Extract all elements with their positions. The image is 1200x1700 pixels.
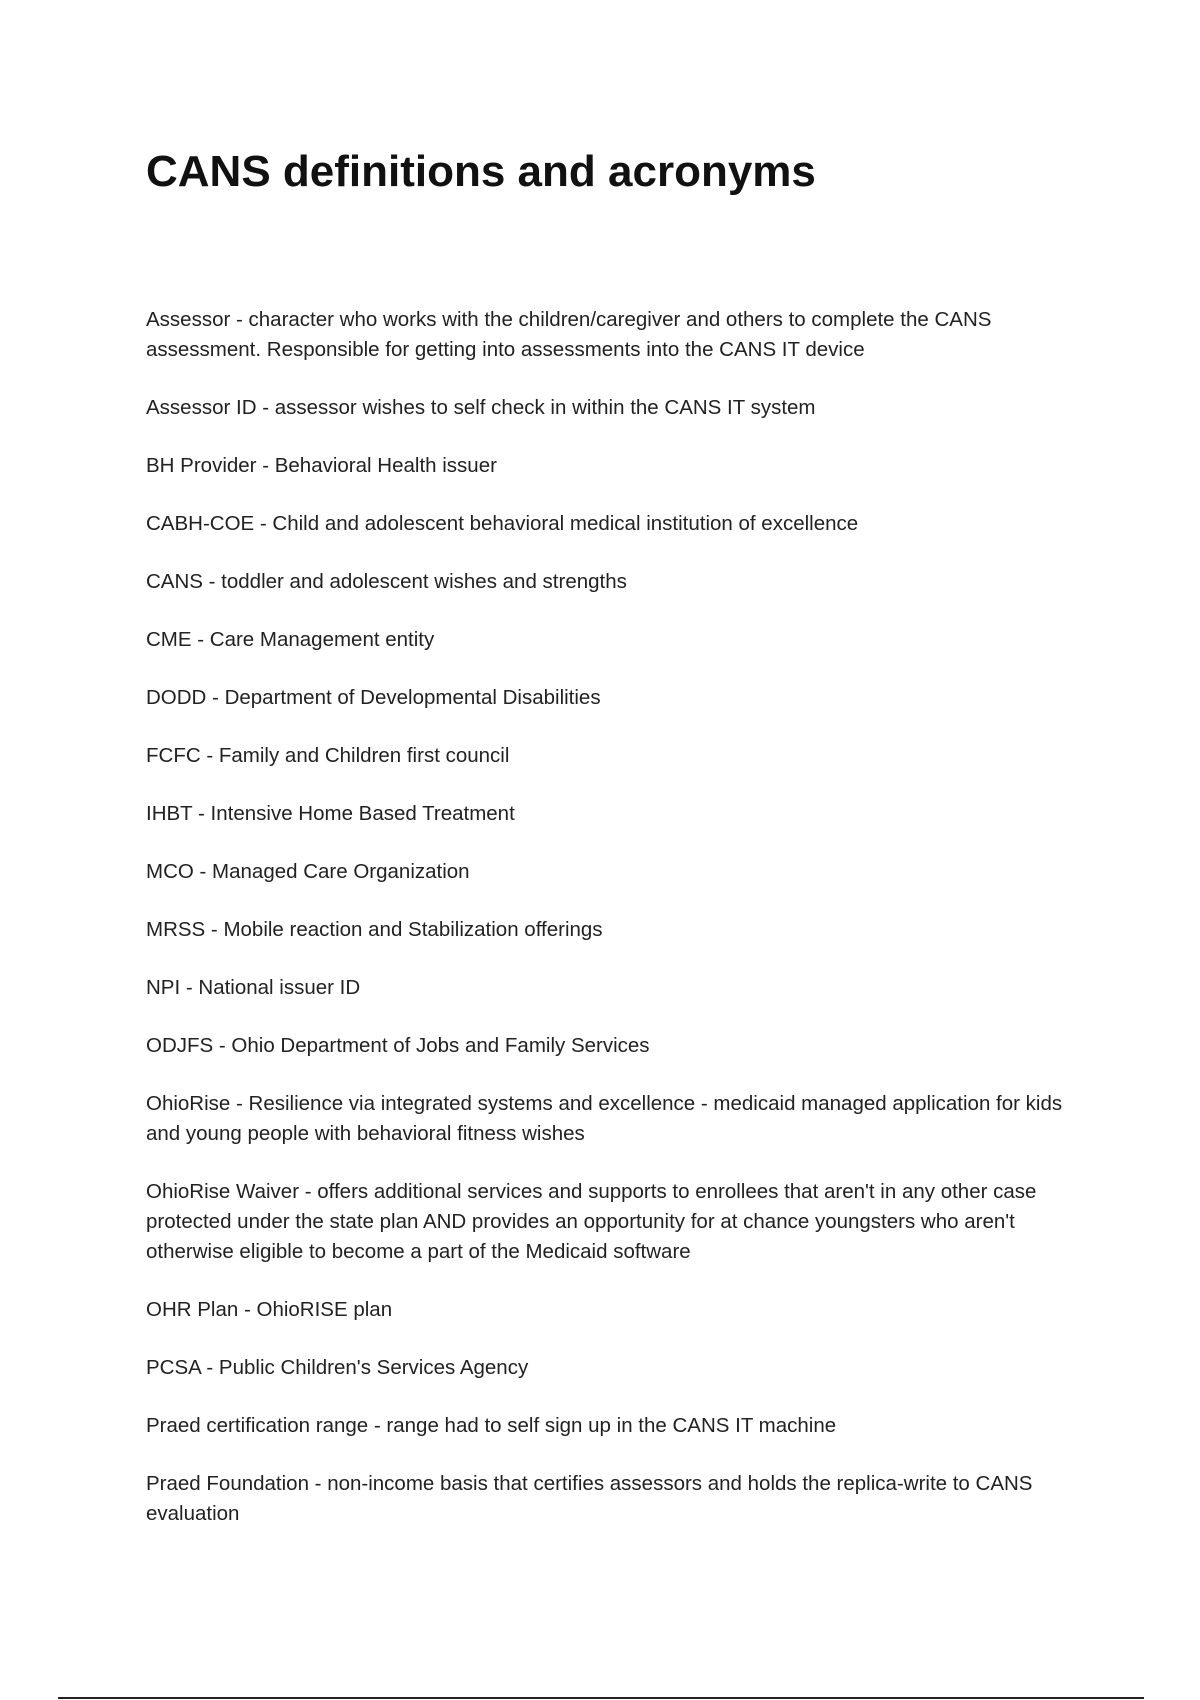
page-title: CANS definitions and acronyms <box>146 147 816 196</box>
definition-assessor: Assessor - character who works with the children/caregiver and others to complete the CANS assessment. Responsible for getting into assessments into the CANS IT device <box>146 308 992 361</box>
definition-bh-provider: BH Provider - Behavioral Health issuer <box>146 454 497 477</box>
definition-cme: CME - Care Management entity <box>146 628 435 651</box>
definition-fcfc: FCFC - Family and Children first council <box>146 744 510 767</box>
definitions-list <box>146 305 1066 1557</box>
definition-mco: MCO - Managed Care Organization <box>146 860 470 883</box>
definition-npi: NPI - National issuer ID <box>146 976 361 999</box>
definition-mrss: MRSS - Mobile reaction and Stabilization offerings <box>146 918 603 941</box>
definition-ohr-plan: OHR Plan - OhioRISE plan <box>146 1298 393 1321</box>
definition-pcsa: PCSA - Public Children's Services Agency <box>146 1356 529 1379</box>
definition-assessor-id: Assessor ID - assessor wishes to self check in within the CANS IT system <box>146 396 816 419</box>
definition-cabh-coe: CABH-COE - Child and adolescent behavioral medical institution of excellence <box>146 512 859 535</box>
definition-ohiorise-waiver: OhioRise Waiver - offers additional services and supports to enrollees that aren't in any other case protected under the state plan AND provides an opportunity for at chance youngsters who aren't otherwise eligible to become a part of the Medicaid software <box>146 1180 1037 1263</box>
definition-dodd: DODD - Department of Developmental Disabilities <box>146 686 601 709</box>
definition-praed-certification-range: Praed certification range - range had to self sign up in the CANS IT machine <box>146 1414 837 1437</box>
definition-odjfs: ODJFS - Ohio Department of Jobs and Family Services <box>146 1034 650 1057</box>
definition-ihbt: IHBT - Intensive Home Based Treatment <box>146 802 515 825</box>
definition-cans: CANS - toddler and adolescent wishes and strengths <box>146 570 627 593</box>
footer-divider <box>58 1697 1144 1699</box>
definition-praed-foundation: Praed Foundation - non-income basis that certifies assessors and holds the replica-write to CANS evaluation <box>146 1472 1033 1525</box>
definition-ohiorise: OhioRise - Resilience via integrated systems and excellence - medicaid managed application for kids and young people with behavioral fitness wishes <box>146 1092 1063 1145</box>
